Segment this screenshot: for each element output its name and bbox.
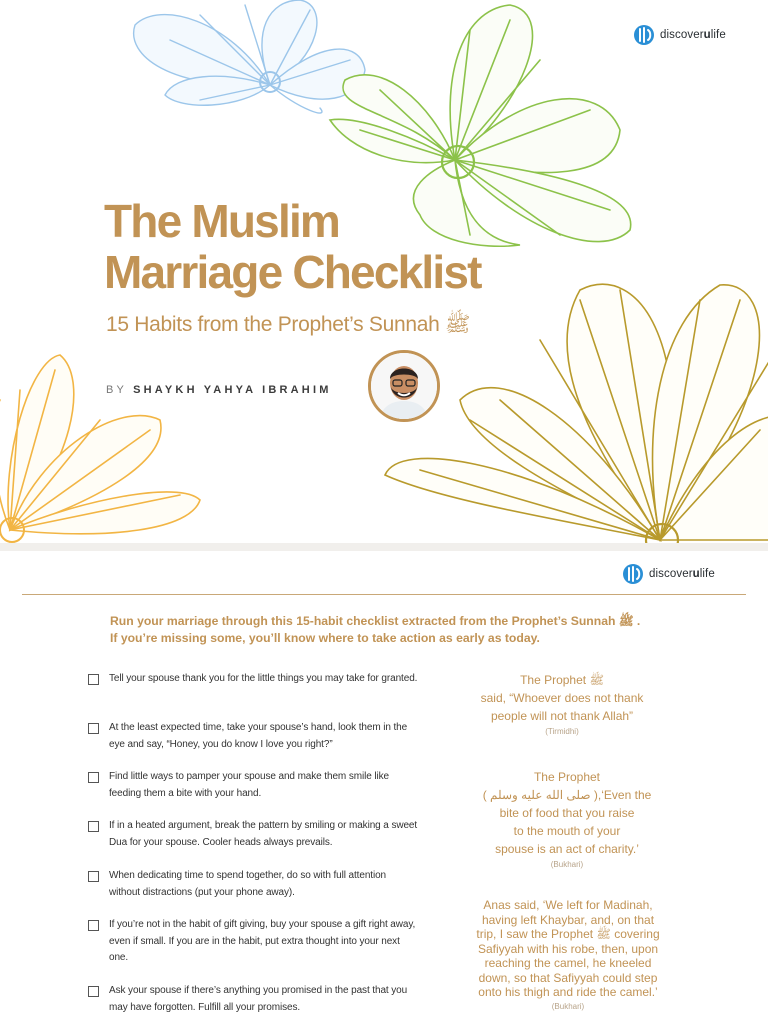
checkbox-icon[interactable] xyxy=(88,821,99,832)
checklist-item[interactable]: If in a heated argument, break the pattern by smiling or making a sweet Dua for your spouse. Cooler heads always prevails. xyxy=(88,818,418,851)
by-label: BY xyxy=(106,384,128,396)
checkbox-icon[interactable] xyxy=(88,871,99,882)
checklist-item[interactable]: If you’re not in the habit of gift giving, buy your spouse a gift right away, even if small. If you are in the habit, put extra thought into your next one. xyxy=(88,917,418,967)
title-line-1: The Muslim xyxy=(104,195,340,247)
brand-name: discoverulife xyxy=(660,29,726,41)
brand-logo[interactable] xyxy=(622,563,715,585)
title-line-2: Marriage Checklist xyxy=(104,246,481,298)
brand-logo[interactable] xyxy=(633,24,726,46)
checkbox-icon[interactable] xyxy=(88,674,99,685)
quote-source: (Bukhari) xyxy=(551,1001,585,1011)
brand-logo-icon xyxy=(622,563,644,585)
hadith-quote: The Prophet ﷺ said, “Whoever does not thank people will not thank Allah” (Tirmidhi) xyxy=(462,671,662,739)
header-divider xyxy=(22,594,746,595)
quote-source: (Bukhari) xyxy=(550,860,584,869)
brand-logo-icon xyxy=(633,24,655,46)
checkbox-icon[interactable] xyxy=(88,920,99,931)
intro-line-1: Run your marriage through this 15-habit checklist extracted from the Prophet’s Sunnah ﷺ . xyxy=(110,614,641,628)
hadith-quote: Anas said, ‘We left for Madinah, having left Khaybar, and, on that trip, I saw the Prophet ﷺ covering Safiyyah with his robe, then, upon reaching the camel, he kneeled down, so that Safiyyah could step onto his thigh and ride the camel.’ (Bukhari) xyxy=(448,898,688,1014)
brand-name: discoverulife xyxy=(649,568,715,580)
checklist-item[interactable]: Ask your spouse if there’s anything you promised in the past that you may have forgotten. Fulfill all your promises. xyxy=(88,983,418,1016)
checklist-page xyxy=(0,551,768,1024)
checklist-item[interactable]: At the least expected time, take your spouse’s hand, look them in the eye and say, “Honey, you do know I love you right?” xyxy=(88,720,418,753)
intro-line-2: If you’re missing some, you’ll know where to take action as early as today. xyxy=(110,631,540,645)
page-subtitle: 15 Habits from the Prophet’s Sunnah ﷺ xyxy=(106,313,471,336)
intro-text xyxy=(110,613,670,647)
quote-source: (Tirmidhi) xyxy=(545,727,579,736)
blue-flower-icon xyxy=(134,0,365,113)
author-byline xyxy=(106,384,332,396)
author-name: SHAYKH YAHYA IBRAHIM xyxy=(133,384,332,396)
author-avatar xyxy=(368,350,440,422)
checkbox-icon[interactable] xyxy=(88,772,99,783)
checkbox-icon[interactable] xyxy=(88,986,99,997)
checkbox-icon[interactable] xyxy=(88,723,99,734)
checklist-item[interactable]: Find little ways to pamper your spouse and make them smile like feeding them a bite with your hand. xyxy=(88,769,418,802)
page-separator xyxy=(0,543,768,551)
page-title xyxy=(104,196,481,298)
checklist-item[interactable]: When dedicating time to spend together, do so with full attention without distractions (put your phone away). xyxy=(88,868,418,901)
author-portrait-icon xyxy=(371,353,437,419)
hadith-quote: The Prophet ( صلى الله عليه وسلم ),‘Even the bite of food that you raise to the mouth of your spouse is an act of charity.’ (Bukhari) xyxy=(462,768,672,872)
checklist-item[interactable]: Tell your spouse thank you for the little things you may take for granted. xyxy=(88,671,418,688)
